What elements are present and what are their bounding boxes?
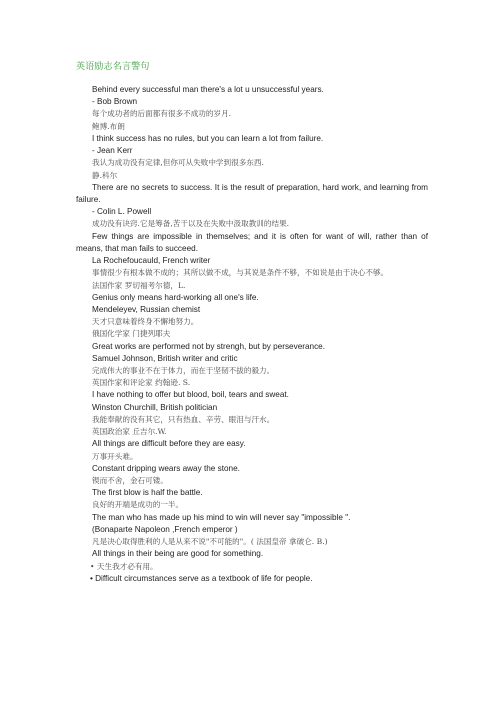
english-text-line: Few things are impossible in themselves; and it is often for want of will, rather than of means, that man fails to succeed. — [76, 231, 428, 253]
chinese-text-line: 我能奉献的没有其它，只有热血、辛劳、眼泪与汗水。 — [92, 414, 275, 424]
document-title: 英语励志名言警句 — [76, 62, 150, 72]
chinese-text-line: 凡是决心取得胜利的人是从来不说"不可能的"。( 法国皇帝 拿破仑. B.) — [92, 537, 328, 547]
chinese-text-line: 锲而不舍，金石可镂。 — [92, 476, 168, 485]
chinese-text-line: 良好的开端是成功的一半。 — [92, 500, 184, 510]
chinese-text-line: 万事开头难。 — [92, 451, 138, 461]
english-text-line: There are no secrets to success. It is the result of preparation, hard work, and learning from failure. — [76, 182, 428, 204]
english-text-line: All things in their being are good for something. — [92, 549, 264, 559]
english-text-line: The first blow is half the battle. — [92, 488, 203, 498]
english-text-line: Behind every successful man there's a lot u unsuccessful years. — [92, 85, 324, 94]
english-text-line: Constant dripping wears away the stone. — [92, 463, 240, 473]
english-text-line: Winston Churchill, British politician — [92, 402, 218, 412]
english-text-line: Samuel Johnson, British writer and critic — [92, 353, 238, 363]
english-text-line: I have nothing to offer but blood, boil, tears and sweat. — [92, 390, 289, 400]
english-text-line: - Colin L. Powell — [92, 207, 152, 217]
chinese-text-line: 成功没有诀窍.它是筹备,苦干以及在失败中汲取教训的结果. — [92, 219, 290, 229]
chinese-text-line: 英国政治家 丘吉尔.W. — [92, 427, 167, 437]
chinese-text-line: • 天生我才必有用。 — [90, 561, 158, 571]
chinese-text-line: 事情很少有根本做不成的；其所以做不成，与其说是条件不够，不如说是由于决心不够。 — [92, 268, 389, 278]
chinese-text-line: 每个成功者的后面都有很多不成功的岁月. — [92, 109, 232, 119]
chinese-text-line: 完成伟大的事业不在于体力，而在于坚韧不拔的毅力。 — [92, 366, 275, 376]
chinese-text-line: 法国作家 罗切福考尔德，L. — [92, 280, 186, 290]
english-text-line: I think success has no rules, but you can learn a lot from failure. — [92, 133, 324, 143]
english-text-line: • Difficult circumstances serve as a textbook of life for people. — [90, 573, 313, 583]
chinese-text-line: 静.科尔 — [92, 170, 118, 180]
english-text-line: Great works are performed not by strengh, but by perseverance. — [92, 341, 326, 351]
english-text-line: La Rochefoucauld, French writer — [92, 256, 211, 266]
english-text-line: - Jean Kerr — [92, 146, 133, 156]
chinese-text-line: 英国作家和评论家 约翰逊. S. — [92, 378, 191, 388]
chinese-text-line: 我认为成功没有定律,但你可从失败中学到很多东西. — [92, 158, 264, 168]
english-text-line: All things are difficult before they are easy. — [92, 439, 246, 449]
english-text-line: Genius only means hard-working all one's life. — [92, 292, 259, 302]
english-text-line: Mendeleyev, Russian chemist — [92, 304, 201, 314]
english-text-line: The man who has made up his mind to win will never say "impossible ". — [92, 512, 351, 522]
english-text-line: - Bob Brown — [92, 97, 138, 107]
english-text-line: (Bonaparte Napoleon ,French emperor ) — [92, 524, 238, 534]
document-body — [76, 84, 428, 585]
chinese-text-line: 天才只意味着终身不懈地努力。 — [92, 317, 199, 327]
chinese-text-line: 鲍博.布朗 — [92, 121, 125, 131]
chinese-text-line: 俄国化学家 门捷列耶夫 — [92, 329, 171, 339]
